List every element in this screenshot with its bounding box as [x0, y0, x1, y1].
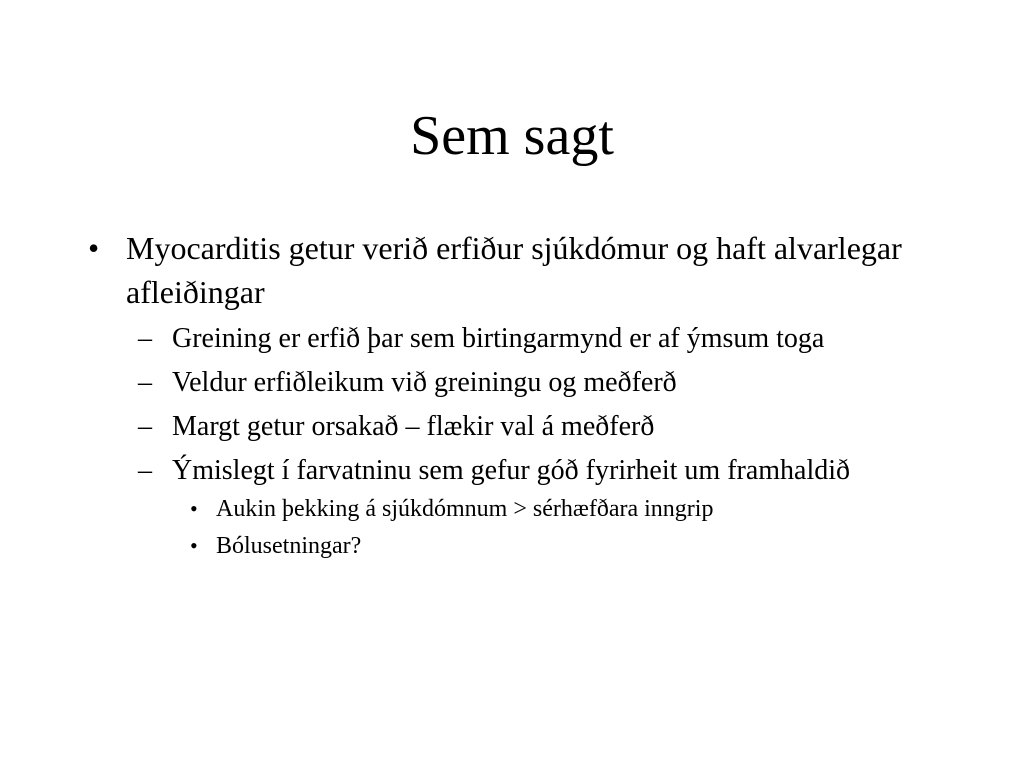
dash-icon: – — [138, 367, 152, 398]
sub-sub-item-knowledge — [172, 493, 960, 525]
sub-item-text: Veldur erfiðleikum við greiningu og meðferð — [172, 367, 677, 398]
dash-icon: – — [138, 455, 152, 486]
sub-item-difficulties — [126, 364, 960, 401]
sub-sub-item-vaccination — [172, 530, 960, 562]
dash-icon: – — [138, 411, 152, 442]
slide-title: Sem sagt — [410, 105, 614, 167]
sub-sub-item-text: Aukin þekking á sjúkdómnum > sérhæfðara inngrip — [216, 496, 714, 522]
sub-item-text: Ýmislegt í farvatninu sem gefur góð fyrirheit um framhaldið — [172, 455, 851, 486]
slide-content — [80, 226, 960, 569]
sub-item-causes — [126, 408, 960, 445]
dash-icon: – — [138, 323, 152, 354]
sub-bullet-list — [126, 320, 960, 562]
bullet-icon: • — [88, 230, 100, 266]
bullet-text: Myocarditis getur verið erfiður sjúkdómur og haft alvarlegar afleiðingar — [126, 230, 902, 310]
sub-sub-item-text: Bólusetningar? — [216, 533, 362, 559]
sub-item-future — [126, 452, 960, 562]
sub-item-text: Margt getur orsakað – flækir val á meðferð — [172, 411, 655, 442]
bullet-list — [80, 226, 960, 562]
bullet-item-main — [80, 226, 960, 562]
sub-item-text: Greining er erfið þar sem birtingarmynd er af ýmsum toga — [172, 323, 825, 354]
bullet-icon: • — [190, 496, 198, 521]
sub-item-diagnosis — [126, 320, 960, 357]
sub-sub-bullet-list — [172, 493, 960, 562]
bullet-icon: • — [190, 533, 198, 558]
